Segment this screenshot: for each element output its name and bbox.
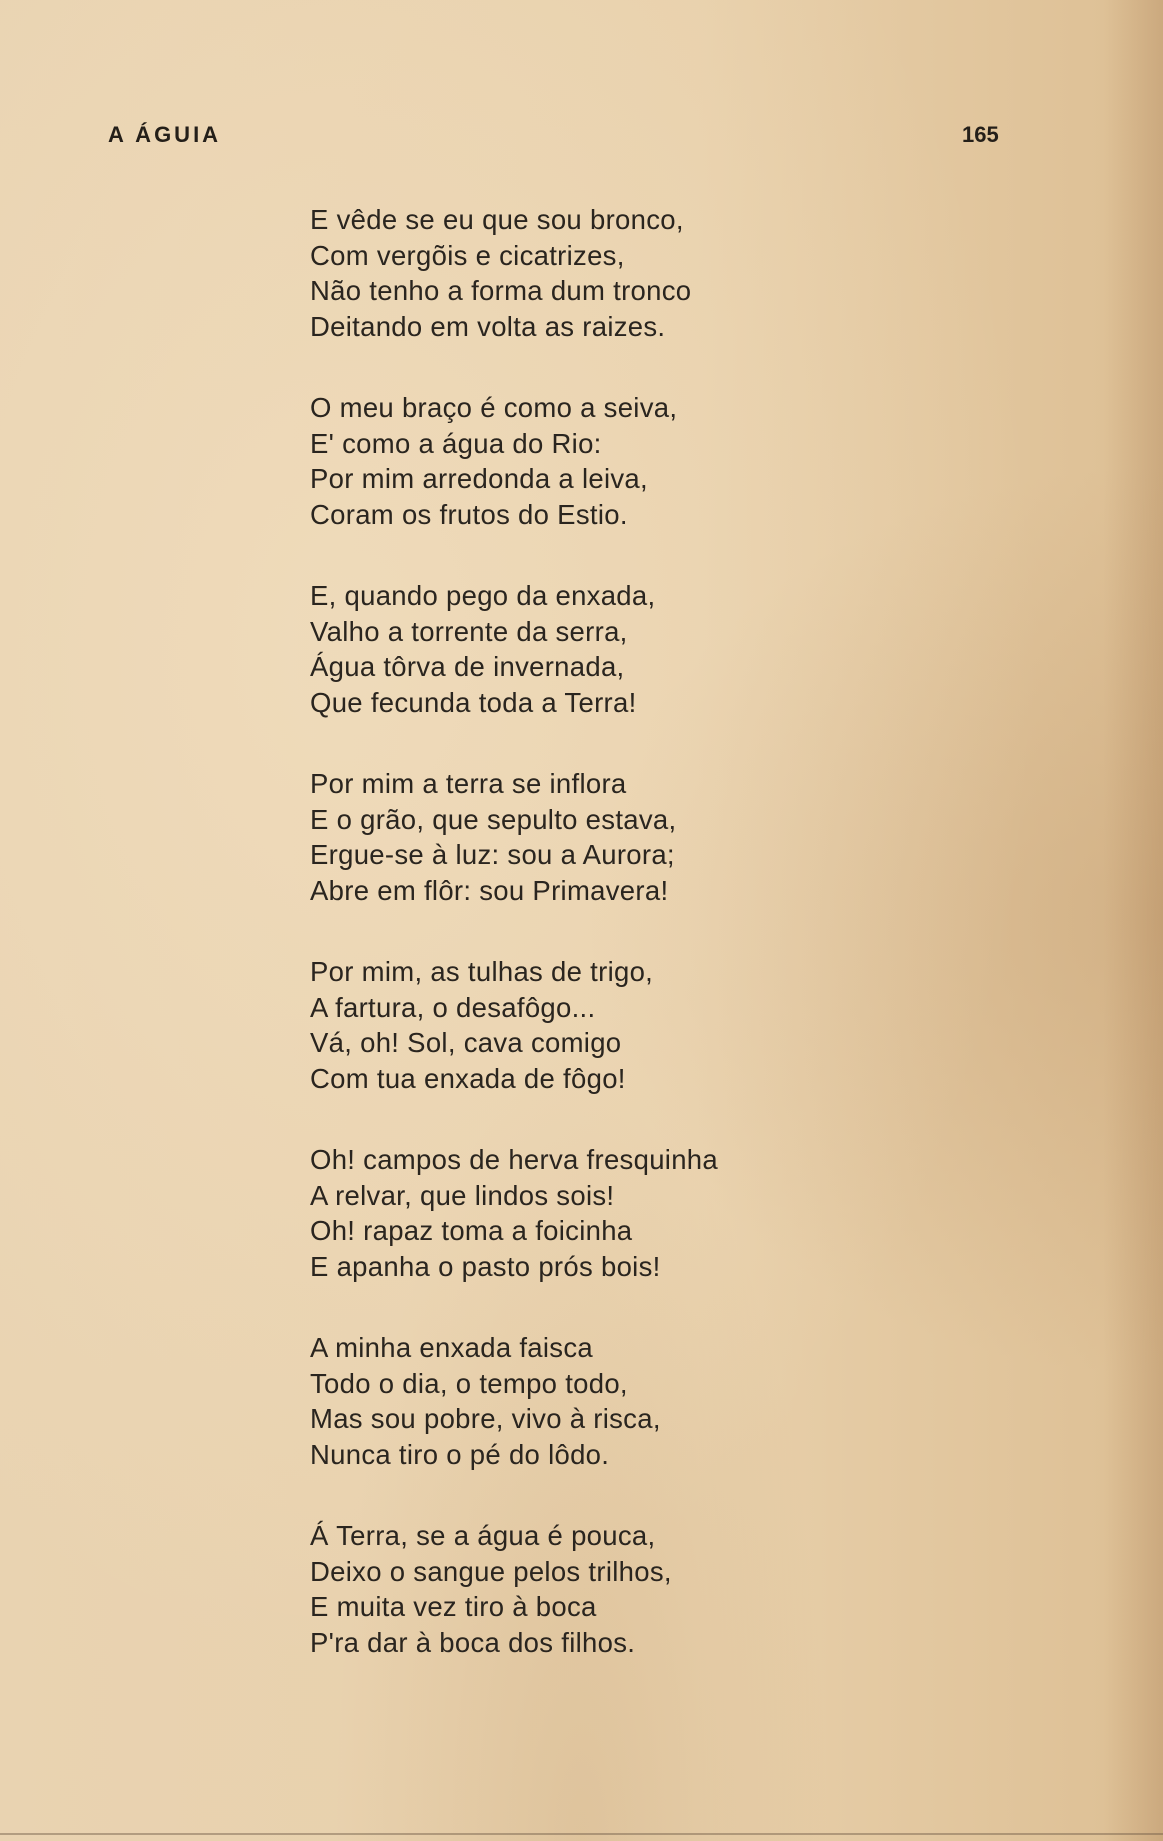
poem-line: Por mim a terra se inflora xyxy=(310,768,627,799)
running-head: A ÁGUIA xyxy=(108,122,222,147)
poem-line: A relvar, que lindos sois! xyxy=(310,1179,615,1211)
poem-line: Com vergõis e cicatrizes, xyxy=(310,239,625,271)
poem-line: Nunca tiro o pé do lôdo. xyxy=(310,1438,610,1470)
poem-line: Por mim, as tulhas de trigo, xyxy=(310,956,654,987)
poem-line: P'ra dar à boca dos filhos. xyxy=(310,1626,636,1658)
poem-line: A minha enxada faisca xyxy=(310,1332,594,1363)
poem-line: E o grão, que sepulto estava, xyxy=(310,803,677,835)
stanza-6 xyxy=(310,1142,990,1284)
poem-line: Deitando em volta as raizes. xyxy=(310,310,666,342)
poem-line: Com tua enxada de fôgo! xyxy=(310,1062,626,1094)
poem-line: Á Terra, se a água é pouca, xyxy=(310,1520,656,1551)
poem-line: Ergue-se à luz: sou a Aurora; xyxy=(310,839,675,870)
stanza-7 xyxy=(310,1330,990,1472)
poem-line: E vêde se eu que sou bronco, xyxy=(310,204,684,235)
poem-line: E apanha o pasto prós bois! xyxy=(310,1250,661,1282)
stanza-1 xyxy=(310,202,990,344)
poem-line: Valho a torrente da serra, xyxy=(310,615,628,647)
page-bottom-edge xyxy=(0,1833,1163,1835)
poem-line: E muita vez tiro à boca xyxy=(310,1591,597,1622)
poem-line: Coram os frutos do Estio. xyxy=(310,498,628,530)
stanza-3 xyxy=(310,578,990,720)
poem-line: Oh! campos de herva fresquinha xyxy=(310,1144,718,1175)
poem-line: Vá, oh! Sol, cava comigo xyxy=(310,1027,622,1058)
poem-line: Que fecunda toda a Terra! xyxy=(310,686,637,718)
stanza-5 xyxy=(310,954,990,1096)
page-edge-shading xyxy=(1103,0,1163,1841)
page-number: 165 xyxy=(962,122,999,147)
poem-line: Água tôrva de invernada, xyxy=(310,651,625,682)
poem-line: Mas sou pobre, vivo à risca, xyxy=(310,1403,661,1434)
poem-line: Por mim arredonda a leiva, xyxy=(310,463,648,494)
poem-line: Todo o dia, o tempo todo, xyxy=(310,1367,628,1399)
poem-line: Abre em flôr: sou Primavera! xyxy=(310,874,669,906)
poem-line: Oh! rapaz toma a foicinha xyxy=(310,1215,633,1246)
poem-line: O meu braço é como a seiva, xyxy=(310,392,678,423)
stanza-8 xyxy=(310,1518,990,1660)
poem-line: E, quando pego da enxada, xyxy=(310,580,656,611)
poem-line: A fartura, o desafôgo... xyxy=(310,991,596,1023)
poem-line: Não tenho a forma dum tronco xyxy=(310,275,692,306)
stanza-2 xyxy=(310,390,990,532)
poem-line: E' como a água do Rio: xyxy=(310,427,602,459)
poem xyxy=(310,202,990,1706)
poem-line: Deixo o sangue pelos trilhos, xyxy=(310,1555,672,1587)
stanza-4 xyxy=(310,766,990,908)
